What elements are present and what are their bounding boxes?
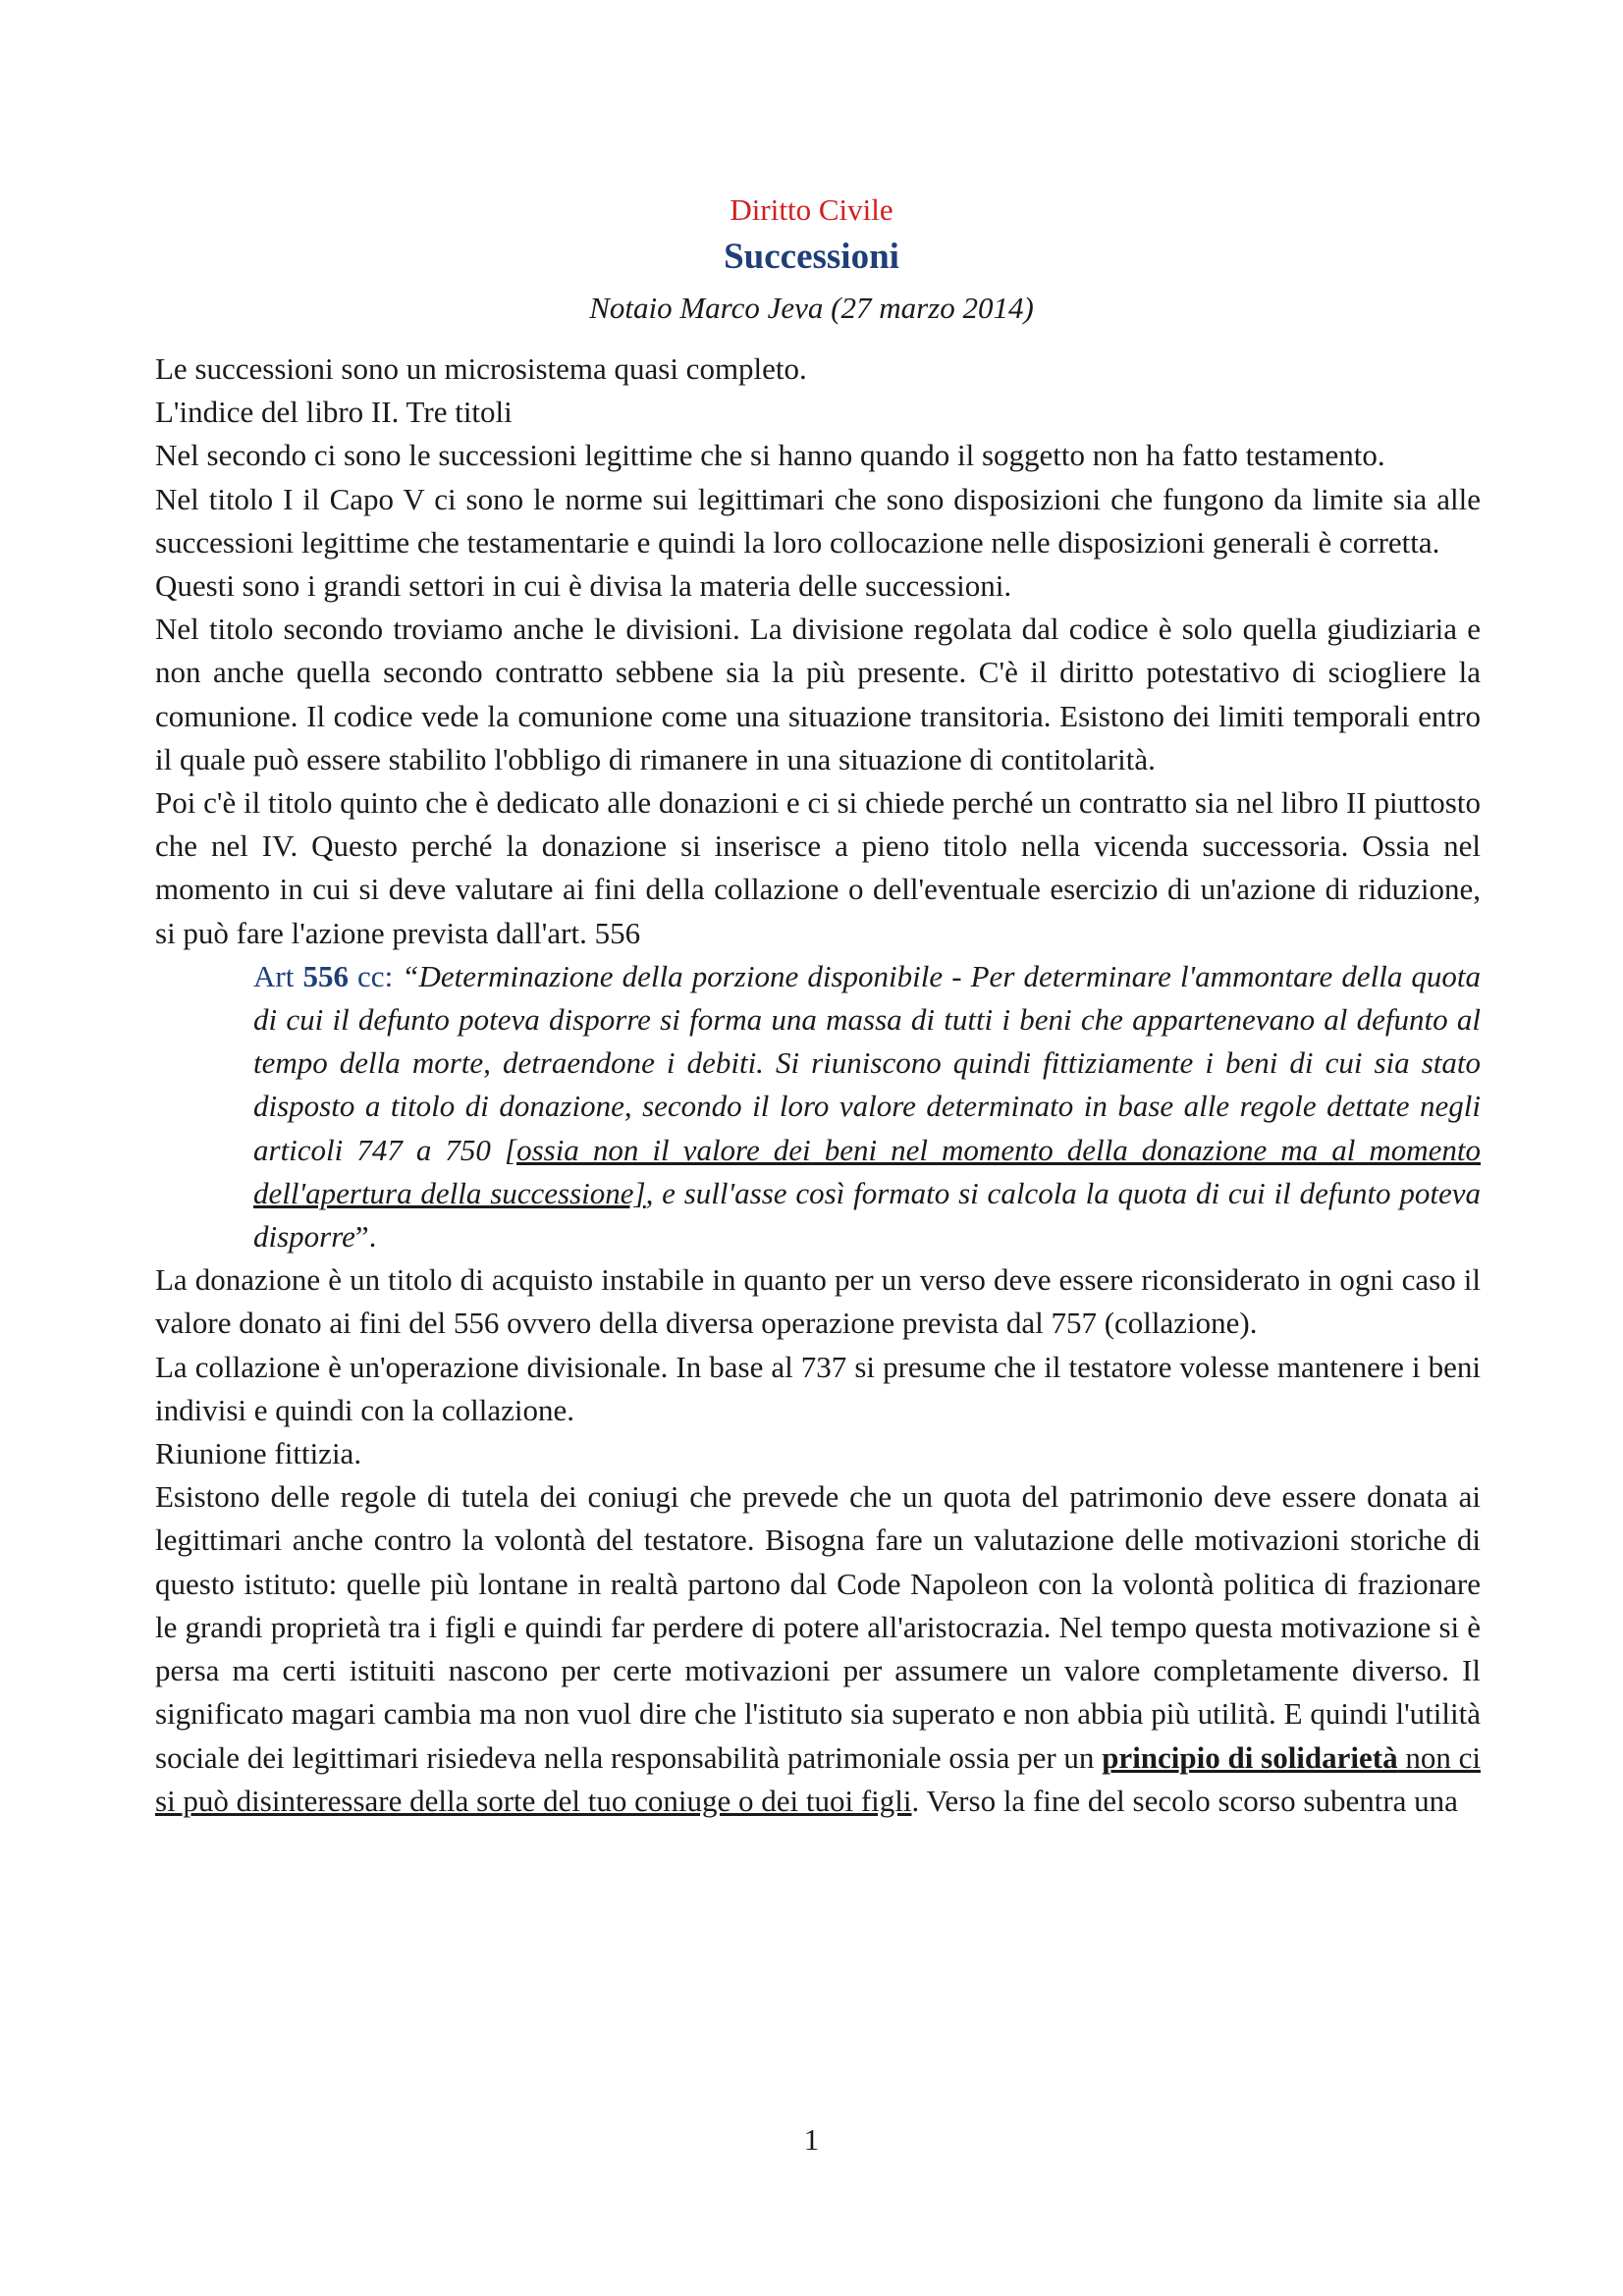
underlined-phrase: non ci si può disinteressare della sorte del tuo coniuge o dei tuoi figli bbox=[155, 1739, 1482, 1818]
paragraph: Nel titolo secondo troviamo anche le divisioni. La divisione regolata dal codice è solo quella giudiziaria e non anche quella secondo contratto sebbene sia la più presente. C'è il diritto potestativo di sciogliere la comunione. Il codice vede la comunione come una situazione transitoria. Esistono dei limiti temporali entro il quale può essere stabilito l'obbligo di rimanere in una situazione di contitolarità. bbox=[155, 612, 1481, 776]
paragraph: Riunione fittizia. bbox=[155, 1436, 362, 1471]
quote-bracket-note: [ossia non il valore dei beni nel momento della donazione ma al momento dell'apertura della successione] bbox=[253, 1132, 1482, 1210]
paragraph: Questi sono i grandi settori in cui è divisa la materia delle successioni. bbox=[155, 568, 1012, 604]
last-paragraph-text-end: . Verso la fine del secolo scorso subentra una bbox=[911, 1783, 1458, 1818]
paragraph: La collazione è un'operazione divisionale. In base al 737 si presume che il testatore volesse mantenere i beni indivisi e quindi con la collazione. bbox=[155, 1349, 1481, 1427]
last-paragraph-text: Esistono delle regole di tutela dei coniugi che prevede che un quota del patrimonio deve essere donata ai legittimari anche contro la volontà del testatore. Bisogna fare un valutazione delle motivazioni storiche di questo istituto: quelle più lontane in realtà partono dal Code Napoleon con la volontà politica di frazionare le grandi proprietà tra i figli e quindi far perdere di potere all'aristocrazia. Nel tempo questa motivazione si è persa ma certi istituiti nascono per certe motivazioni per assumere un valore completamente diverso. Il significato magari cambia ma non vuol dire che l'istituto sia superato e non abbia più utilità. E quindi l'utilità sociale dei legittimari risiedeva nella responsabilità patrimoniale ossia per un bbox=[155, 1479, 1481, 1775]
quote-text: “Determinazione della porzione disponibile - Per determinare l'ammontare della quota di cui il defunto poteva disporre si forma una massa di tutti i beni che appartenevano al defunto al tempo della morte, detraendone i debiti. Si riuniscono quindi fittiziamente i beni di cui sia stato disposto a titolo di donazione, secondo il loro valore determinato in base alle regole dettate negli articoli 747 a 750 bbox=[253, 958, 1482, 1167]
paragraph: Poi c'è il titolo quinto che è dedicato alle donazioni e ci si chiede perché un contratto sia nel libro II piuttosto che nel IV. Questo perché la donazione si inserisce a pieno titolo nella vicenda successoria. Ossia nel momento in cui si deve valutare ai fini della collazione o dell'eventuale esercizio di un'azione di riduzione, si può fare l'azione prevista dall'art. 556 bbox=[155, 785, 1481, 950]
document-subject: Diritto Civile bbox=[730, 192, 893, 227]
page-number: 1 bbox=[803, 2122, 820, 2157]
paragraph: Le successioni sono un microsistema quasi completo. bbox=[155, 351, 807, 386]
document-title: Successioni bbox=[724, 237, 899, 277]
paragraph: L'indice del libro II. Tre titoli bbox=[155, 395, 513, 430]
paragraph-last bbox=[155, 1475, 1481, 1823]
document-author: Notaio Marco Jeva (27 marzo 2014) bbox=[589, 291, 1034, 325]
paragraph: La donazione è un titolo di acquisto instabile in quanto per un verso deve essere riconsiderato in ogni caso il valore donato ai fini del 556 ovvero della diversa operazione prevista dal 757 (collazione). bbox=[155, 1262, 1481, 1341]
quote-label-art: Art bbox=[253, 958, 295, 993]
quote-label-cc: cc: bbox=[357, 958, 394, 993]
emphasis-solidarity: principio di solidarietà bbox=[1102, 1739, 1398, 1775]
quote-article-number: 556 bbox=[302, 958, 349, 993]
article-quote bbox=[253, 955, 1481, 1258]
quote-text-continued: , e sull'asse così formato si calcola la quota di cui il defunto poteva disporre bbox=[253, 1175, 1481, 1255]
document-body bbox=[155, 347, 1481, 1823]
paragraph: Nel titolo I il Capo V ci sono le norme sui legittimari che sono disposizioni che fungono da limite sia alle successioni legittime che testamentarie e quindi la loro collocazione nelle disposizioni generali è corretta. bbox=[155, 481, 1481, 560]
quote-end: ”. bbox=[354, 1219, 377, 1255]
paragraph: Nel secondo ci sono le successioni legittime che si hanno quando il soggetto non ha fatto testamento. bbox=[155, 438, 1385, 473]
